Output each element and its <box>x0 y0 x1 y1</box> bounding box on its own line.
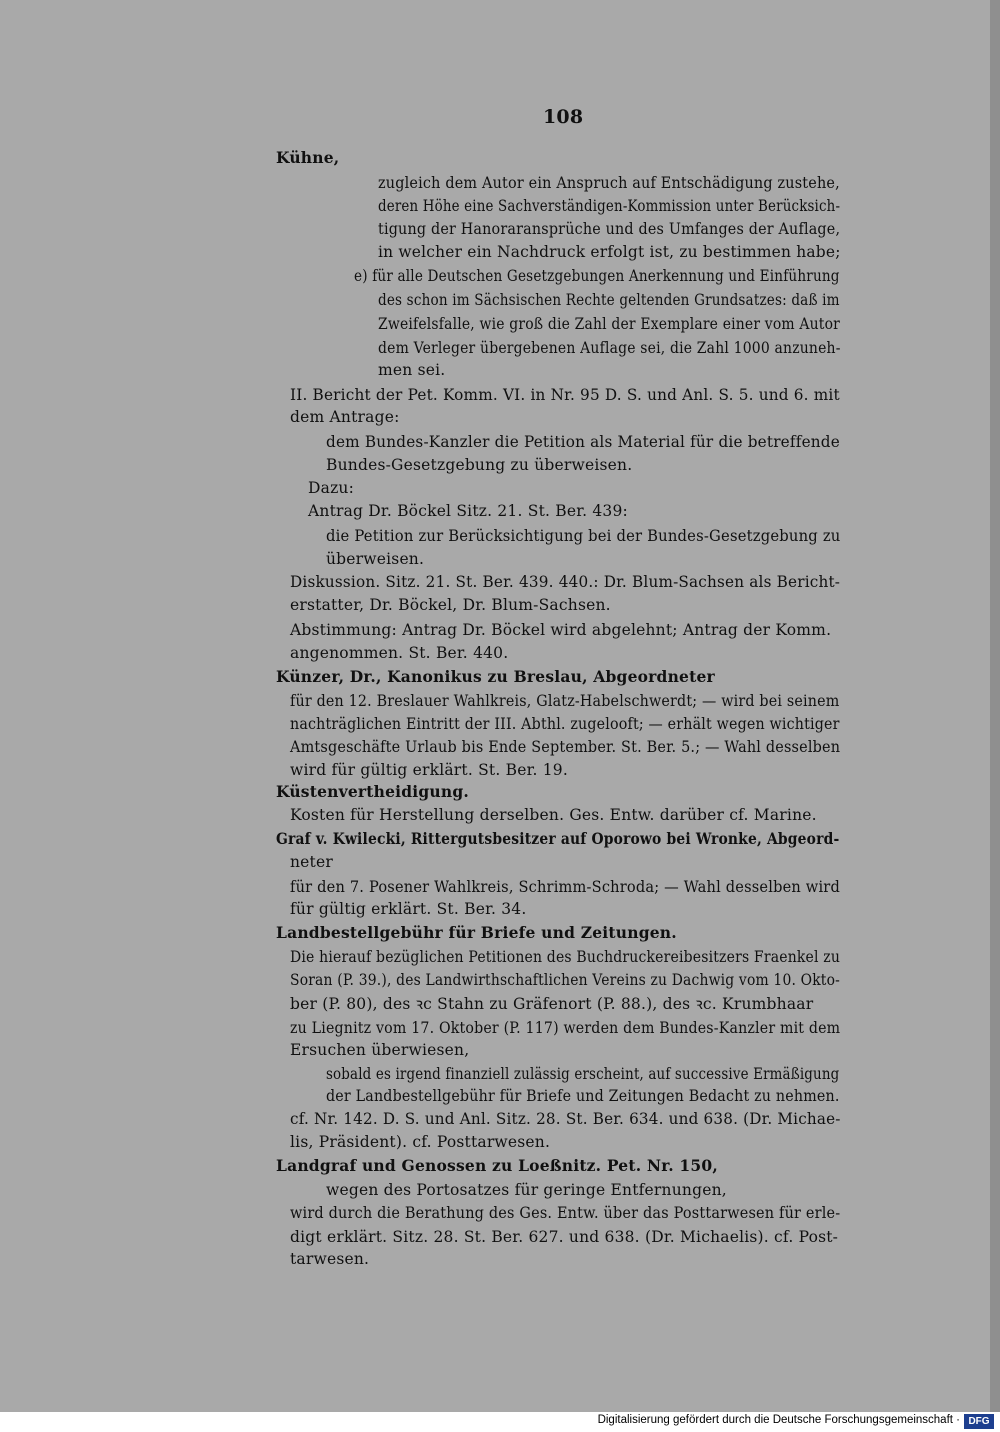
text-line: digt erklärt. Sitz. 28. St. Ber. 627. und 638. (Dr. Michaelis). cf. Post- <box>290 1228 839 1246</box>
text-line: zu Liegnitz vom 17. Oktober (P. 117) werden dem Bundes-Kanzler mit dem <box>290 1019 841 1037</box>
entry-heading: Landgraf und Genossen zu Loeßnitz. Pet. Nr. 150, <box>276 1156 718 1175</box>
text-line: für den 7. Posener Wahlkreis, Schrimm-Schroda; — Wahl desselben wird <box>290 878 840 896</box>
text-line: Kosten für Herstellung derselben. Ges. Entw. darüber cf. Marine. <box>290 806 817 824</box>
text-line: des schon im Sächsischen Rechte geltenden Grundsatzes: daß im <box>378 291 840 309</box>
entry-heading: Künzer, Dr., Kanonikus zu Breslau, Abgeordneter <box>276 667 715 686</box>
entry-heading: Landbestellgebühr für Briefe und Zeitungen. <box>276 923 677 942</box>
text-line: Ersuchen überwiesen, <box>290 1041 470 1059</box>
text-line: Abstimmung: Antrag Dr. Böckel wird abgelehnt; Antrag der Komm. <box>290 621 832 639</box>
text-line: lis, Präsident). cf. Posttarwesen. <box>290 1133 551 1151</box>
entry-heading: Graf v. Kwilecki, Rittergutsbesitzer auf Oporowo bei Wronke, Abgeord- <box>276 829 840 848</box>
text-line: cf. Nr. 142. D. S. und Anl. Sitz. 28. St. Ber. 634. und 638. (Dr. Michae- <box>290 1110 841 1128</box>
text-line: wird durch die Berathung des Ges. Entw. über das Posttarwesen für erle- <box>290 1204 841 1222</box>
text-line: wegen des Portosatzes für geringe Entfernungen, <box>326 1181 727 1199</box>
text-line: wird für gültig erklärt. St. Ber. 19. <box>290 761 568 779</box>
text-line: Antrag Dr. Böckel Sitz. 21. St. Ber. 439: <box>308 502 628 520</box>
text-line: Bundes-Gesetzgebung zu überweisen. <box>326 456 633 474</box>
text-line: erstatter, Dr. Böckel, Dr. Blum-Sachsen. <box>290 596 611 614</box>
text-line: e) für alle Deutschen Gesetzgebungen Anerkennung und Einführung <box>354 267 840 285</box>
text-line: deren Höhe eine Sachverständigen-Kommission unter Berücksich- <box>378 197 841 215</box>
text-line: men sei. <box>378 361 446 379</box>
page-number: 108 <box>543 106 584 128</box>
text-line: überweisen. <box>326 550 425 568</box>
text-line: für gültig erklärt. St. Ber. 34. <box>290 900 527 918</box>
text-line: tigung der Hanoraransprüche und des Umfanges der Auflage, <box>378 220 841 238</box>
text-line: der Landbestellgebühr für Briefe und Zeitungen Bedacht zu nehmen. <box>326 1087 840 1105</box>
text-line: dem Verleger übergebenen Auflage sei, die Zahl 1000 anzuneh- <box>378 339 841 357</box>
entry-heading: Kühne, <box>276 148 340 167</box>
text-line: Zweifelsfalle, wie groß die Zahl der Exemplare einer vom Autor <box>378 315 841 333</box>
text-line: Dazu: <box>308 479 355 497</box>
text-line: angenommen. St. Ber. 440. <box>290 644 509 662</box>
text-line: nachträglichen Eintritt der III. Abthl. zugelooft; — erhält wegen wichtiger <box>290 715 840 733</box>
text-line: für den 12. Breslauer Wahlkreis, Glatz-Habelschwerdt; — wird bei seinem <box>290 692 840 710</box>
text-line: Amtsgeschäfte Urlaub bis Ende September. St. Ber. 5.; — Wahl desselben <box>290 738 841 756</box>
dfg-logo: DFG <box>964 1414 994 1429</box>
text-line: zugleich dem Autor ein Anspruch auf Entschädigung zustehe, <box>378 174 840 192</box>
text-line: Die hierauf bezüglichen Petitionen des Buchdruckereibesitzers Fraenkel zu <box>290 948 841 966</box>
text-line: tarwesen. <box>290 1250 370 1268</box>
text-line: in welcher ein Nachdruck erfolgt ist, zu bestimmen habe; <box>378 243 841 261</box>
text-line: dem Antrage: <box>290 408 400 426</box>
text-line: Diskussion. Sitz. 21. St. Ber. 439. 440.: Dr. Blum-Sachsen als Bericht- <box>290 573 841 591</box>
text-line: die Petition zur Berücksichtigung bei der Bundes-Gesetzgebung zu <box>326 527 841 545</box>
footer-bar <box>0 1412 1000 1432</box>
text-line: sobald es irgend finanziell zulässig erscheint, auf successive Ermäßigung <box>326 1065 840 1083</box>
footer-credit: Digitalisierung gefördert durch die Deutsche Forschungsgemeinschaft · <box>597 1414 960 1426</box>
text-line: ber (P. 80), des ꝛc Stahn zu Gräfenort (P. 88.), des ꝛc. Krumbhaar <box>290 995 814 1013</box>
text-line: II. Bericht der Pet. Komm. VI. in Nr. 95 D. S. und Anl. S. 5. und 6. mit <box>290 386 840 404</box>
text-line: Soran (P. 39.), des Landwirthschaftlichen Vereins zu Dachwig vom 10. Okto- <box>290 971 840 989</box>
text-line: neter <box>290 853 333 871</box>
entry-heading: Küstenvertheidigung. <box>276 782 469 801</box>
text-line: dem Bundes-Kanzler die Petition als Material für die betreffende <box>326 433 840 451</box>
